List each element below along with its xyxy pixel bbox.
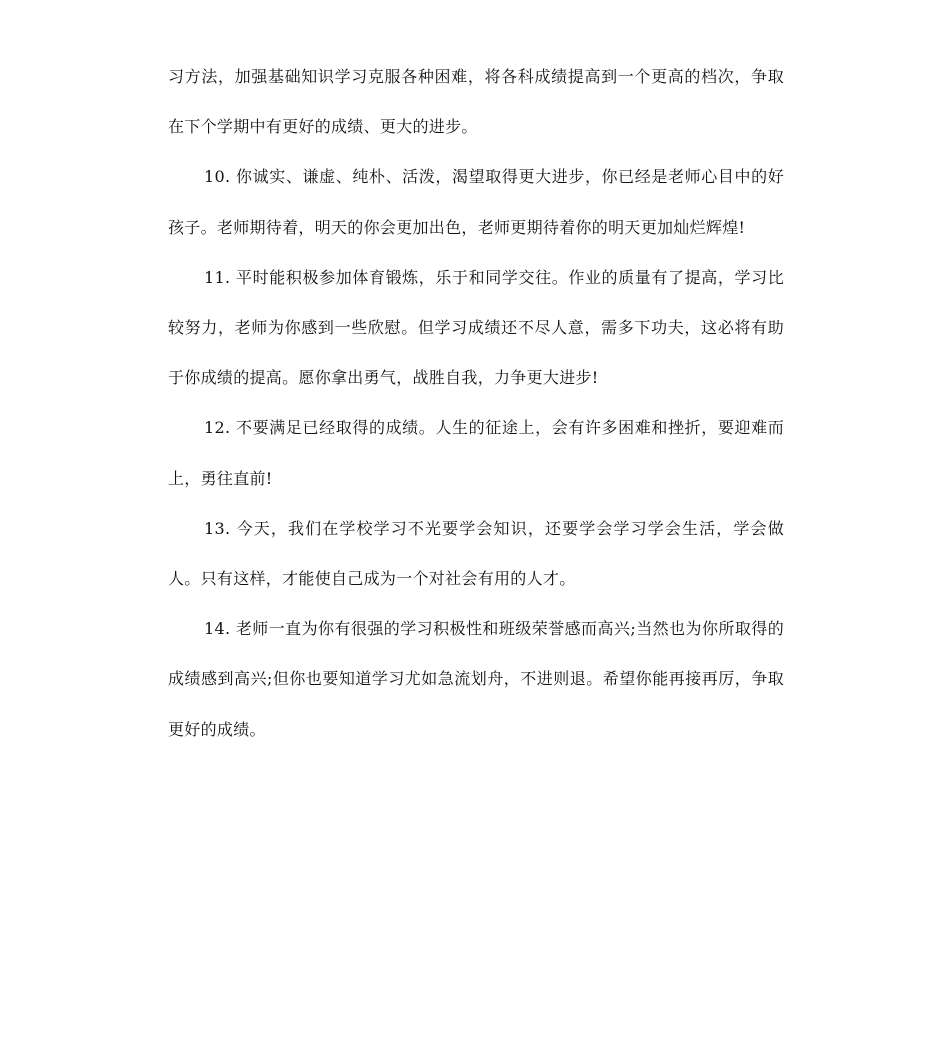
paragraph-10: 10. 你诚实、谦虚、纯朴、活泼，渴望取得更大进步，你已经是老师心目中的好孩子。老师期待着，明天的你会更加出色，老师更期待着你的明天更加灿烂辉煌! xyxy=(168,167,784,237)
paragraph-continuation: 习方法，加强基础知识学习克服各种困难，将各科成绩提高到一个更高的档次，争取在下个学期中有更好的成绩、更大的进步。 xyxy=(168,67,784,137)
body-text xyxy=(168,52,784,755)
paragraph-12: 12. 不要满足已经取得的成绩。人生的征途上，会有许多困难和挫折，要迎难而上，勇往直前! xyxy=(168,418,784,488)
paragraph-11: 11. 平时能积极参加体育锻炼，乐于和同学交往。作业的质量有了提高，学习比较努力，老师为你感到一些欣慰。但学习成绩还不尽人意，需多下功夫，这必将有助于你成绩的提高。愿你拿出勇气，战胜自我，力争更大进步! xyxy=(168,267,784,388)
paragraph-13: 13. 今天，我们在学校学习不光要学会知识，还要学会学习学会生活，学会做人。只有这样，才能使自己成为一个对社会有用的人才。 xyxy=(168,518,784,589)
paragraph-14: 14. 老师一直为你有很强的学习积极性和班级荣誉感而高兴;当然也为你所取得的成绩感到高兴;但你也要知道学习尤如急流划舟，不进则退。希望你能再接再厉，争取更好的成绩。 xyxy=(168,619,784,739)
